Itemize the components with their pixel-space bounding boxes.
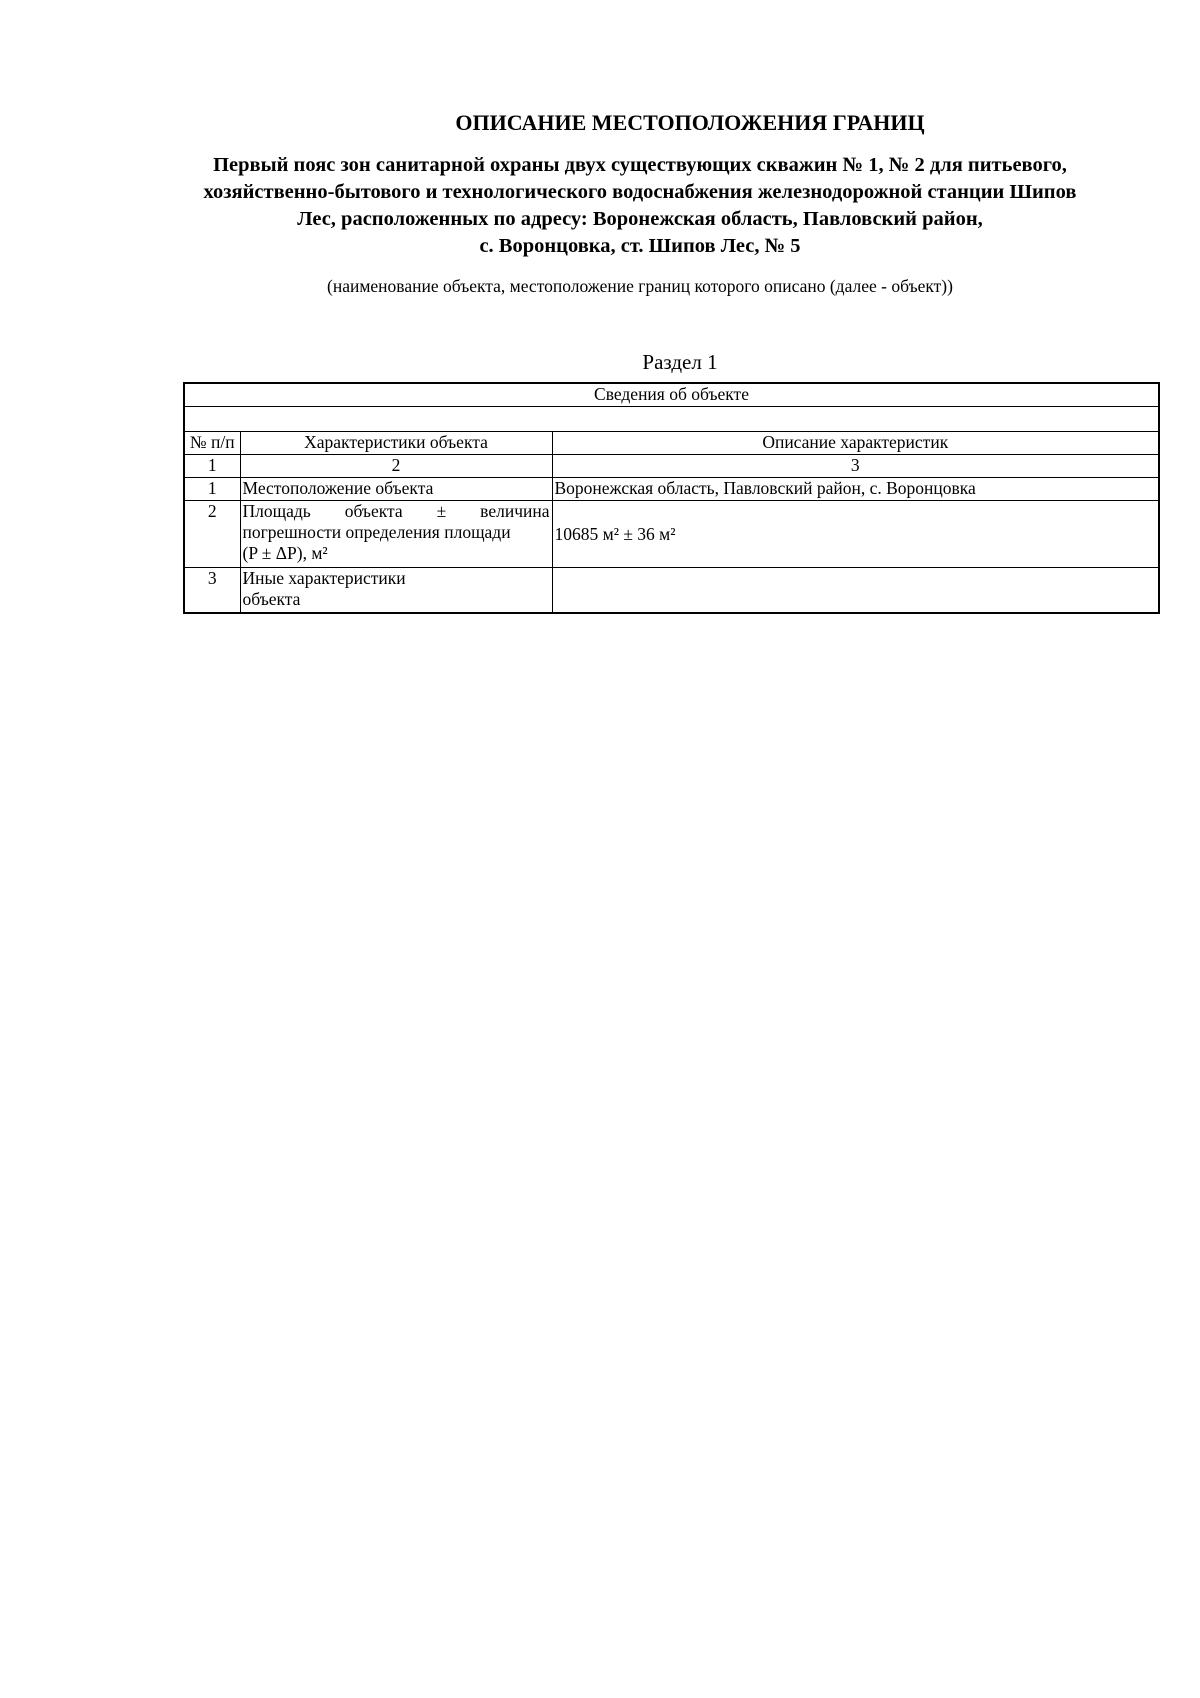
column-numbers-row — [184, 455, 1159, 478]
column-header-characteristic: Характеристики объекта — [240, 432, 552, 455]
characteristic-cell: Местоположение объекта — [240, 478, 552, 501]
characteristic-cell — [240, 501, 552, 568]
object-name-caption: (наименование объекта, местоположение границ которого описано (далее - объект)) — [327, 276, 953, 296]
characteristic-cell — [240, 568, 552, 614]
description-cell — [552, 568, 1159, 614]
characteristic-line: Площадь объекта ± величина — [242, 501, 550, 521]
column-number-cell: 3 — [552, 455, 1159, 478]
column-number-cell: 1 — [184, 455, 240, 478]
table-header-row — [184, 432, 1159, 455]
description-cell: Воронежская область, Павловский район, с. Воронцовка — [552, 478, 1159, 501]
object-name-line: Лес, расположенных по адресу: Воронежская область, Павловский район, — [297, 208, 983, 230]
table-empty-cell — [184, 407, 1159, 432]
column-header-description: Описание характеристик — [552, 432, 1159, 455]
table-title-cell: Сведения об объекте — [184, 383, 1159, 407]
section-title: Раздел 1 — [642, 350, 718, 374]
object-name-line: с. Воронцовка, ст. Шипов Лес, № 5 — [479, 235, 801, 257]
object-name-line: хозяйственно-бытового и технологического водоснабжения железнодорожной станции Шипов — [203, 181, 1077, 203]
characteristic-line: объекта — [242, 589, 301, 609]
table-row — [184, 478, 1159, 501]
characteristic-line: Иные характеристики — [242, 568, 406, 588]
object-name — [190, 152, 1090, 260]
object-name-line: Первый пояс зон санитарной охраны двух существующих скважин № 1, № 2 для питьевого, — [213, 154, 1067, 176]
row-number-cell: 3 — [184, 568, 240, 614]
object-info-table-wrapper — [183, 382, 1158, 614]
table-row — [184, 501, 1159, 568]
row-number-cell: 2 — [184, 501, 240, 568]
table-title-row — [184, 383, 1159, 407]
description-cell: 10685 м² ± 36 м² — [552, 501, 1159, 568]
table-empty-row — [184, 407, 1159, 432]
characteristic-line: погрешности определения площади — [242, 522, 511, 542]
object-info-table — [183, 382, 1160, 614]
row-number-cell: 1 — [184, 478, 240, 501]
characteristic-line: (P ± ΔP), м² — [242, 543, 328, 563]
column-header-number: № п/п — [184, 432, 240, 455]
document-title: ОПИСАНИЕ МЕСТОПОЛОЖЕНИЯ ГРАНИЦ — [455, 110, 925, 135]
column-number-cell: 2 — [240, 455, 552, 478]
table-row — [184, 568, 1159, 614]
